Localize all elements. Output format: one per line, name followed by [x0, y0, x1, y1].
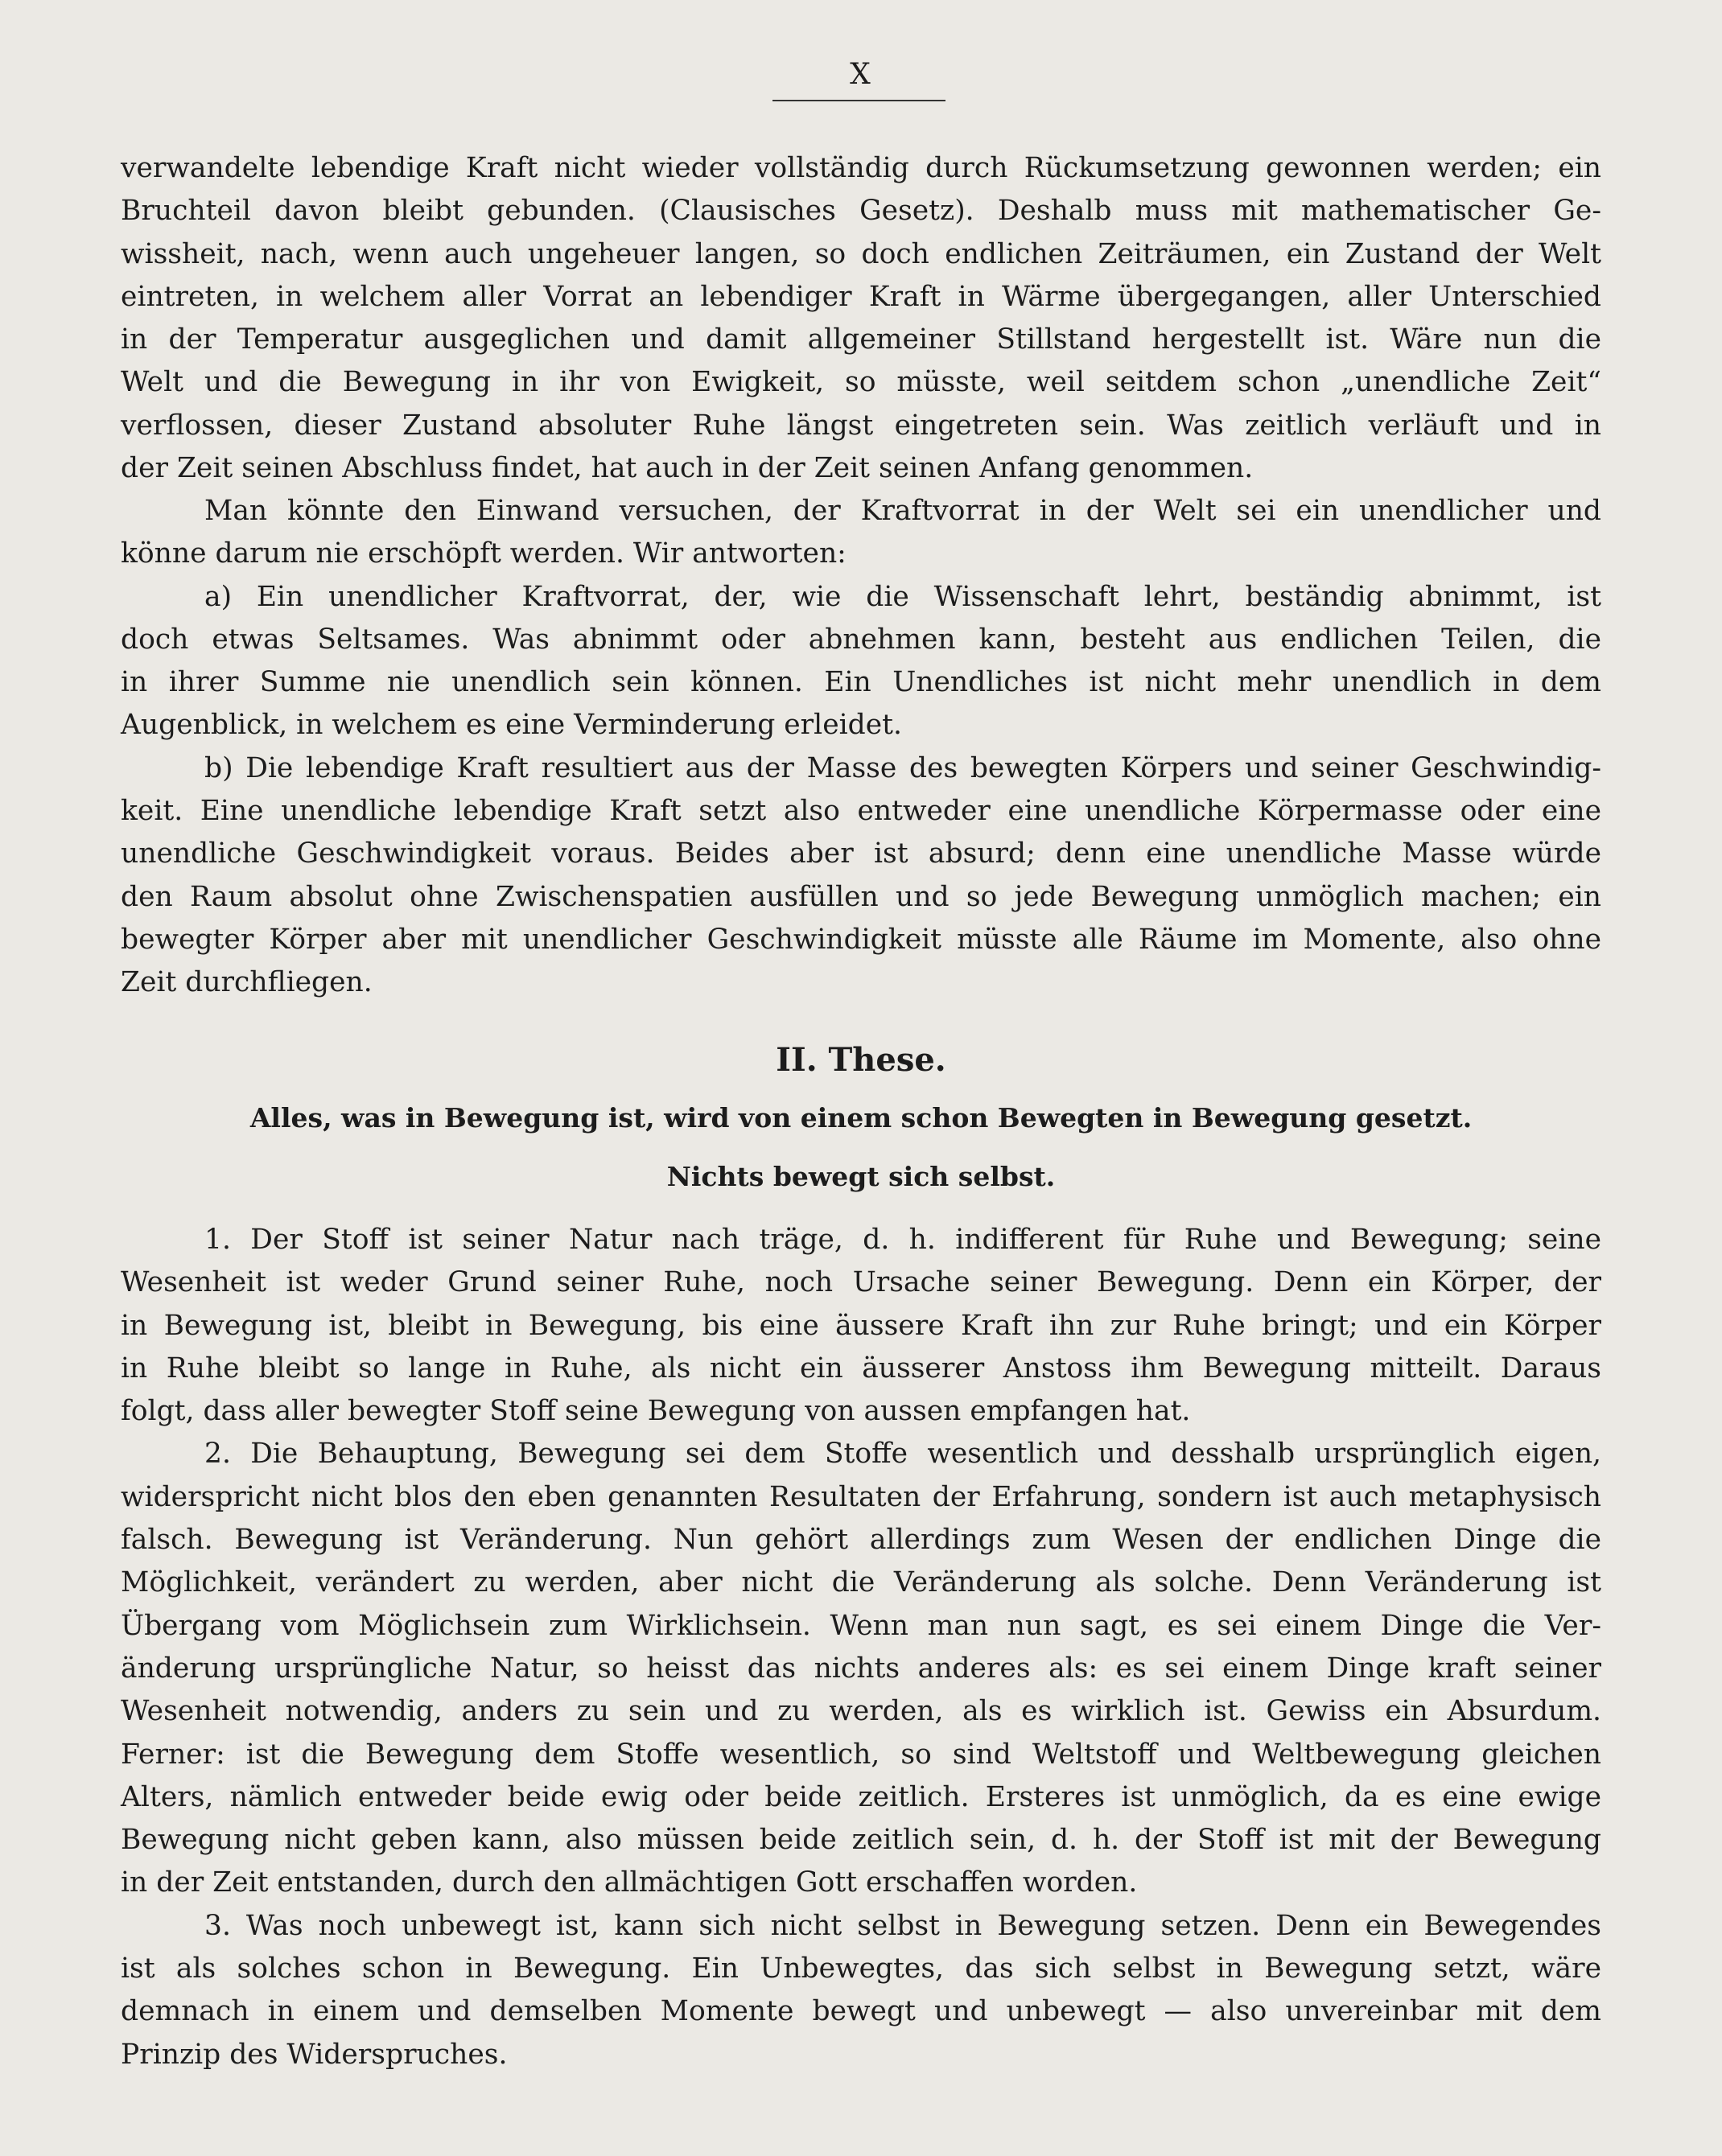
text-line: ist als solches schon in Bewegung. Ein Unbewegtes, das sich selbst in Bewegung setzt, wäre [121, 1952, 1601, 1985]
paragraph-objection-infinite-force [121, 490, 1601, 1005]
paragraph-clausius-law [121, 147, 1601, 490]
text-line: bewegter Körper aber mit unendlicher Geschwindigkeit müsste alle Räume im Momente, also ohne [121, 923, 1601, 956]
text-line: Ferner: ist die Bewegung dem Stoffe wesentlich, so sind Weltstoff und Weltbewegung gleichen [121, 1738, 1601, 1771]
thesis-substatement: Nichts bewegt sich selbst. [666, 1161, 1056, 1192]
text-line: verflossen, dieser Zustand absoluter Ruhe längst eingetreten sein. Was zeitlich verläuft und in [121, 409, 1601, 442]
text-line: Bruchteil davon bleibt gebunden. (Clausisches Gesetz). Deshalb muss mit mathematischer Ge- [121, 195, 1601, 228]
text-line: der Zeit seinen Abschluss findet, hat auch in der Zeit seinen Anfang genommen. [121, 452, 1254, 485]
text-line: könne darum nie erschöpft werden. Wir antworten: [121, 537, 847, 570]
text-line: 2. Die Behauptung, Bewegung sei dem Stoffe wesentlich und desshalb ursprünglich eigen, [204, 1438, 1601, 1471]
text-line: den Raum absolut ohne Zwischenspatien ausfüllen und so jede Bewegung unmöglich machen; ein [121, 880, 1601, 913]
text-line: eintreten, in welchem aller Vorrat an lebendiger Kraft in Wärme übergegangen, aller Unterschied [121, 280, 1601, 313]
text-line: 1. Der Stoff ist seiner Natur nach träge, d. h. indifferent für Ruhe und Bewegung; seine [204, 1224, 1601, 1256]
text-line: in der Zeit entstanden, durch den allmächtigen Gott erschaffen worden. [121, 1866, 1138, 1899]
text-line: in der Temperatur ausgeglichen und damit allgemeiner Stillstand hergestellt ist. Wäre nun die [121, 323, 1601, 356]
text-line: b) Die lebendige Kraft resultiert aus der Masse des bewegten Körpers und seiner Geschwindig- [204, 751, 1601, 784]
text-line: Möglichkeit, verändert zu werden, aber nicht die Veränderung als solche. Denn Veränderung ist [121, 1566, 1601, 1599]
text-line: doch etwas Seltsames. Was abnimmt oder abnehmen kann, besteht aus endlichen Teilen, die [121, 623, 1601, 656]
thesis-statement: Alles, was in Bewegung ist, wird von einem schon Bewegten in Bewegung gesetzt. [249, 1102, 1473, 1134]
text-line: in Bewegung ist, bleibt in Bewegung, bis eine äussere Kraft ihn zur Ruhe bringt; und ein Körper [121, 1309, 1601, 1342]
text-line: Welt und die Bewegung in ihr von Ewigkeit, so müsste, weil seitdem schon „unendliche Zeit“ [121, 366, 1601, 399]
text-line: unendliche Geschwindigkeit voraus. Beides aber ist absurd; denn eine unendliche Masse würde [121, 837, 1601, 870]
text-line: Prinzip des Widerspruches. [121, 2038, 508, 2071]
text-line: verwandelte lebendige Kraft nicht wieder vollständig durch Rückumsetzung gewonnen werden; ein [121, 152, 1601, 184]
page-number: X [850, 58, 872, 91]
text-line: änderung ursprüngliche Natur, so heisst das nichts anderes als: es sei einem Dinge kraft seiner [121, 1652, 1601, 1685]
text-line: widerspricht nicht blos den eben genannten Resultaten der Erfahrung, sondern ist auch metaphysisch [121, 1480, 1601, 1513]
text-line: Alters, nämlich entweder beide ewig oder beide zeitlich. Ersteres ist unmöglich, da es eine ewige [121, 1780, 1601, 1813]
text-line: 3. Was noch unbewegt ist, kann sich nicht selbst in Bewegung setzen. Denn ein Bewegendes [204, 1909, 1601, 1942]
text-line: in Ruhe bleibt so lange in Ruhe, als nicht ein äusserer Anstoss ihm Bewegung mitteilt. Daraus [121, 1352, 1601, 1385]
text-line: Man könnte den Einwand versuchen, der Kraftvorrat in der Welt sei ein unendlicher und [204, 495, 1601, 527]
thesis-heading: II. These. [776, 1041, 946, 1079]
text-line: wissheit, nach, wenn auch ungeheuer langen, so doch endlichen Zeiträumen, ein Zustand der Welt [121, 237, 1601, 270]
text-line: Bewegung nicht geben kann, also müssen beide zeitlich sein, d. h. der Stoff ist mit der Bewegung [121, 1824, 1601, 1857]
text-line: folgt, dass aller bewegter Stoff seine Bewegung von aussen empfangen hat. [121, 1395, 1191, 1428]
paragraph-thesis-arguments [121, 1219, 1601, 2076]
text-line: falsch. Bewegung ist Veränderung. Nun gehört allerdings zum Wesen der endlichen Dinge die [121, 1524, 1601, 1557]
text-line: Übergang vom Möglichsein zum Wirklichsein. Wenn man nun sagt, es sei einem Dinge die Ver- [121, 1609, 1601, 1642]
text-line: a) Ein unendlicher Kraftvorrat, der, wie die Wissenschaft lehrt, beständig abnimmt, ist [204, 580, 1601, 613]
text-line: Augenblick, in welchem es eine Verminderung erleidet. [121, 709, 902, 742]
text-line: Zeit durchfliegen. [121, 966, 373, 999]
header-rule [772, 100, 945, 101]
text-line: Wesenheit ist weder Grund seiner Ruhe, noch Ursache seiner Bewegung. Denn ein Körper, der [121, 1266, 1601, 1299]
text-line: keit. Eine unendliche lebendige Kraft setzt also entweder eine unendliche Körpermasse oder eine [121, 795, 1601, 828]
text-line: Wesenheit notwendig, anders zu sein und zu werden, als es wirklich ist. Gewiss ein Absurdum. [121, 1695, 1601, 1728]
text-line: in ihrer Summe nie unendlich sein können. Ein Unendliches ist nicht mehr unendlich in dem [121, 666, 1601, 699]
text-line: demnach in einem und demselben Momente bewegt und unbewegt — also unvereinbar mit dem [121, 1995, 1601, 2028]
